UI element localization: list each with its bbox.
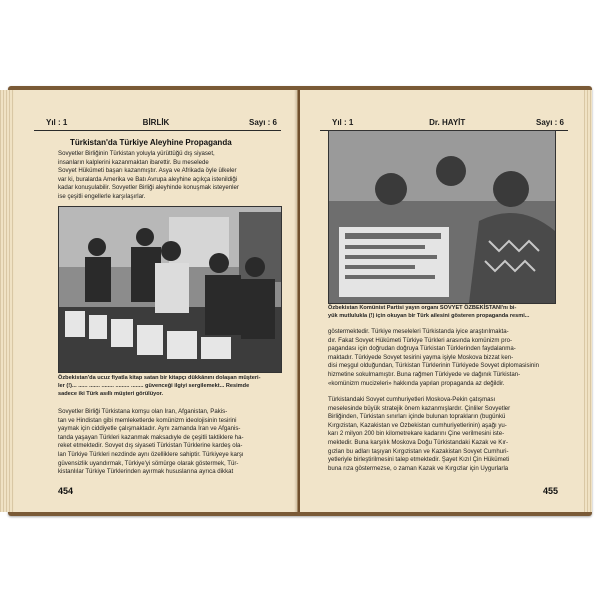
text-line: Sovyetler Birliği Türkistana komşu olan İran, Afganistan, Pakis-	[58, 408, 228, 415]
right-photo-caption	[328, 304, 556, 320]
family-newspaper-photo	[328, 130, 556, 304]
right-paragraph-1	[328, 328, 558, 388]
text-line: mektedir. Buna karşılık Moskova Doğu Türkistandaki Kazak ve Kır-	[328, 438, 509, 446]
caption-line: Özbekistan'da ucuz fiyatla kitap satan bir kitapçı dükkânını dolaşan müşteri-	[58, 375, 261, 381]
text-line: yetleriyle birleştirilmesini talep etmektedir. Şayet Kızıl Çin Hükümeti	[328, 456, 510, 464]
right-paragraph-2	[328, 396, 558, 473]
text-line: göstermektedir. Türkiye meseleleri Türkistanda iyice araştırılmakta-	[328, 328, 509, 335]
page-edges-right	[584, 90, 592, 512]
text-line: kadar konuşulabilir. Sovyetler Birliği aleyhinde konuşmak isteyenler	[58, 184, 239, 192]
text-line: insanların kalplerini kazanmaktan ibarettir. Bu meselede	[58, 158, 209, 166]
text-line: Türkistandaki Sovyet cumhuriyetleri Moskova-Pekin çatışması	[328, 396, 496, 403]
text-line: yaymak için ciddiyetle çalışmaktadır. Aynı zamanda İran ve Afganis-	[58, 425, 241, 433]
text-line: tanda yaşayan Türkleri kazanmak maksadıyle de çeşitli taktiklere ha-	[58, 433, 244, 441]
text-line: karı 2 milyon 200 bin kilometrekare kadarını Çine verilmesini iste-	[328, 430, 505, 438]
text-line: Sovyetler Birliğinin Türkistan yoluyla yürüttüğü dış siyaset,	[58, 150, 215, 157]
header-year: Yıl : 1	[46, 118, 68, 127]
left-paragraph-1	[58, 150, 282, 202]
right-page	[300, 90, 584, 512]
header-year: Yıl : 1	[332, 118, 354, 127]
article-title: Türkistan'da Türkiye Aleyhine Propaganda	[70, 138, 232, 147]
left-page-header	[34, 116, 281, 131]
header-author: Dr. HAYİT	[429, 118, 466, 127]
left-paragraph-2	[58, 408, 282, 477]
caption-line: yük mutlulukla (!) için okuyan bir Türk ailesini gösteren propaganda resmi...	[328, 313, 530, 319]
right-page-header	[320, 116, 568, 131]
text-line: buna rıza göstermezse, o zaman Kazak ve Kırgızlar için Uygurlarla	[328, 464, 509, 472]
caption-line: ler (!)... ...... ....... ........ ......... ........ güvenceği ilgiyi sergilemekt... Resimde	[58, 383, 250, 389]
left-page	[14, 90, 298, 512]
text-line: kistanlılar Türkiye Türklerinden ayırmak hususlarına ayrıca dikkat	[58, 468, 234, 476]
text-line: gızları bu adları taşıyan Kırgızistan ve Kazakistan Sovyet Cumhuri-	[328, 447, 509, 455]
header-issue: Sayı : 6	[248, 118, 277, 127]
text-line: maktadır. Türkiyede Sovyet tesirini yayma işiyle Moskova bizzat ken-	[328, 353, 514, 361]
caption-line: Özbekistan Komünist Partisi yayın organı SOVYET ÖZBEKİSTANI'nı bi-	[328, 305, 517, 311]
text-line: var ki, buralarda Amerika ve Batı Avrupa aleyhine açıkça istenildiği	[58, 175, 238, 183]
text-line: Sovyet Hükümeti başarı kazanmıştır. Asya ve Afrikada öyle ülkeler	[58, 167, 237, 175]
bookstore-photo	[58, 206, 282, 373]
left-photo-caption	[58, 374, 282, 398]
page-number-left: 454	[58, 486, 74, 496]
header-issue: Sayı : 6	[535, 118, 564, 127]
text-line: Birliğinden, Türkistan sınırları içinde bulunan toprakların (bugünkü	[328, 413, 506, 421]
text-line: reket etmektedir. Sovyet dış siyaseti Türkistan Türklerine kardeş ola-	[58, 442, 243, 450]
text-line: disi meşgul olduğundan, Türkistan Türklerinin Türkiyede Sovyet diplomasisinin	[328, 362, 540, 370]
text-line: pagandası için doğrudan doğruya Türkistan Türklerinden faydalanma-	[328, 345, 516, 353]
text-line: hizmetine sokulmamıştır. Buna rağmen Türkiyede ve dağınık Türkistan-	[328, 370, 521, 378]
text-line: «komünizm mucizeleri» hakkında yapılan propaganda az değildir.	[328, 379, 505, 387]
page-number-right: 455	[542, 486, 558, 496]
text-line: lan Türkiye Türkleri nezdinde aynı özelliklere sahiptir. Türkiyeye karşı	[58, 450, 244, 458]
page-edges-left	[0, 90, 14, 512]
caption-line: sadece iki Türk asıllı müşteri görülüyor.	[58, 391, 164, 397]
text-line: meselesinde büyük stratejik önem kazanmışlardır. Çinliler Sovyetler	[328, 404, 511, 412]
text-line: ise çeşitli engellerle karşılaşırlar.	[58, 192, 146, 200]
text-line: dır. Fakat Sovyet Hükümeti Türkiye Türkleri arasında komünizm pro-	[328, 336, 513, 344]
text-line: Kırgızistan, Kazakistan ve Özbekistan cumhuriyetlerinin) aşağı yu-	[328, 421, 507, 429]
header-journal: BİRLİK	[142, 118, 170, 127]
text-line: güvensizlik uyandırmak, Türkiye'yi sömürge olarak göstermek, Tür-	[58, 459, 239, 467]
text-line: tan ve Hindistan gibi memleketlerde komünizm ideolojisinin tesirini	[58, 416, 237, 424]
